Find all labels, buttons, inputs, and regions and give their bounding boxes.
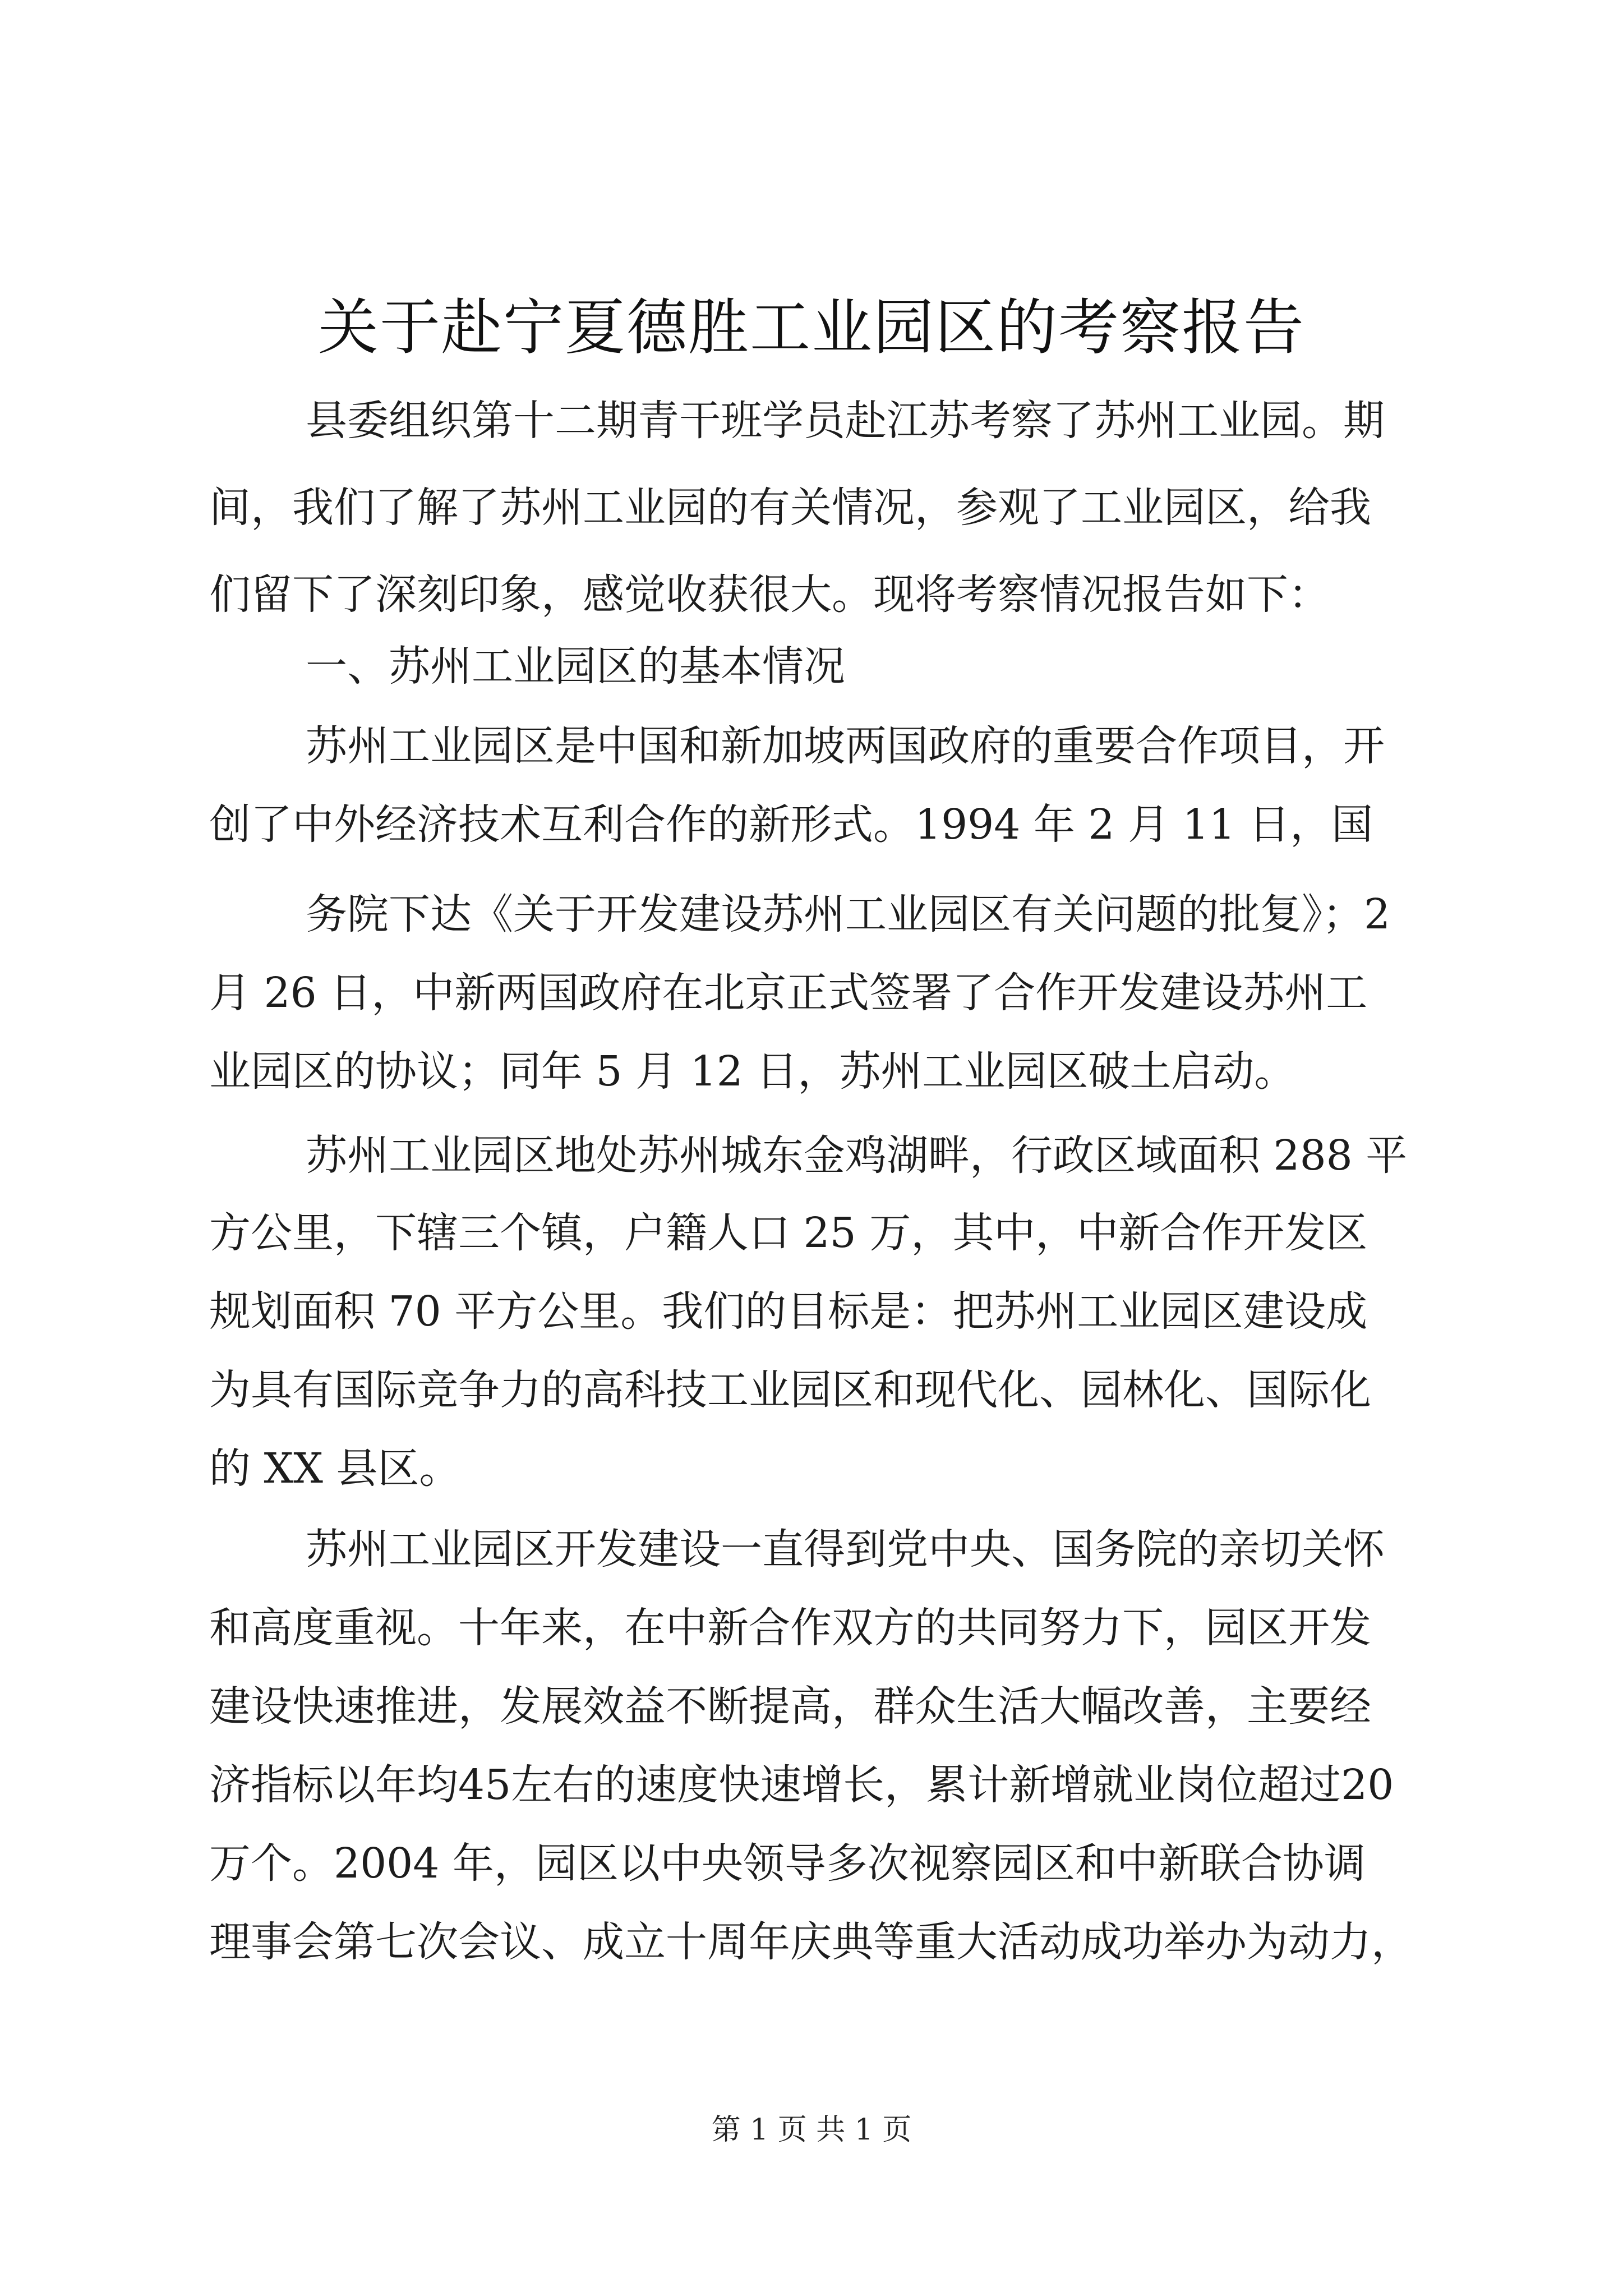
body-line-9: 业园区的协议；同年 5 月 12 日，苏州工业园区破土启动。 [209, 1047, 1296, 1096]
body-line-1: 县委组织第十二期青干班学员赴江苏考察了苏州工业园。期 [306, 397, 1385, 445]
body-line-19: 万个。2004 年，园区以中央领导多次视察园区和中新联合协调 [209, 1839, 1366, 1888]
body-line-2: 间，我们了解了苏州工业园的有关情况，参观了工业园区，给我 [209, 484, 1371, 532]
body-line-14: 的 XX 县区。 [209, 1444, 461, 1493]
body-line-8: 月 26 日，中新两国政府在北京正式签署了合作开发建设苏州工 [209, 969, 1368, 1017]
body-line-12: 规划面积 70 平方公里。我们的目标是：把苏州工业园区建设成 [209, 1287, 1368, 1336]
body-line-18: 济指标以年均45左右的速度快速增长，累计新增就业岗位超过20 [209, 1761, 1394, 1809]
body-line-6: 创了中外经济技术互利合作的新形式。1994 年 2 月 11 日，国 [209, 800, 1373, 849]
body-line-20: 理事会第七次会议、成立十周年庆典等重大活动成功举办为动力， [209, 1918, 1413, 1966]
body-line-13: 为具有国际竞争力的高科技工业园区和现代化、园林化、国际化 [209, 1366, 1371, 1414]
section-heading-1: 一、苏州工业园区的基本情况 [306, 642, 845, 691]
body-line-16: 和高度重视。十年来，在中新合作双方的共同努力下，园区开发 [209, 1604, 1371, 1652]
body-line-15: 苏州工业园区开发建设一直得到党中央、国务院的亲切关怀 [306, 1525, 1385, 1573]
document-title: 关于赴宁夏德胜工业园区的考察报告 [317, 293, 1305, 363]
body-line-5: 苏州工业园区是中国和新加坡两国政府的重要合作项目，开 [306, 722, 1385, 770]
body-line-11: 方公里，下辖三个镇，户籍人口 25 万，其中，中新合作开发区 [209, 1209, 1368, 1257]
body-line-17: 建设快速推进，发展效益不断提高，群众生活大幅改善，主要经 [209, 1682, 1371, 1731]
page-footer: 第 1 页 共 1 页 [711, 2113, 912, 2147]
body-line-3: 们留下了深刻印象，感觉收获很大。现将考察情况报告如下： [209, 570, 1330, 619]
body-line-10: 苏州工业园区地处苏州城东金鸡湖畔，行政区域面积 288 平 [306, 1131, 1408, 1180]
body-line-7: 务院下达《关于开发建设苏州工业园区有关问题的批复》；2 [306, 890, 1391, 938]
